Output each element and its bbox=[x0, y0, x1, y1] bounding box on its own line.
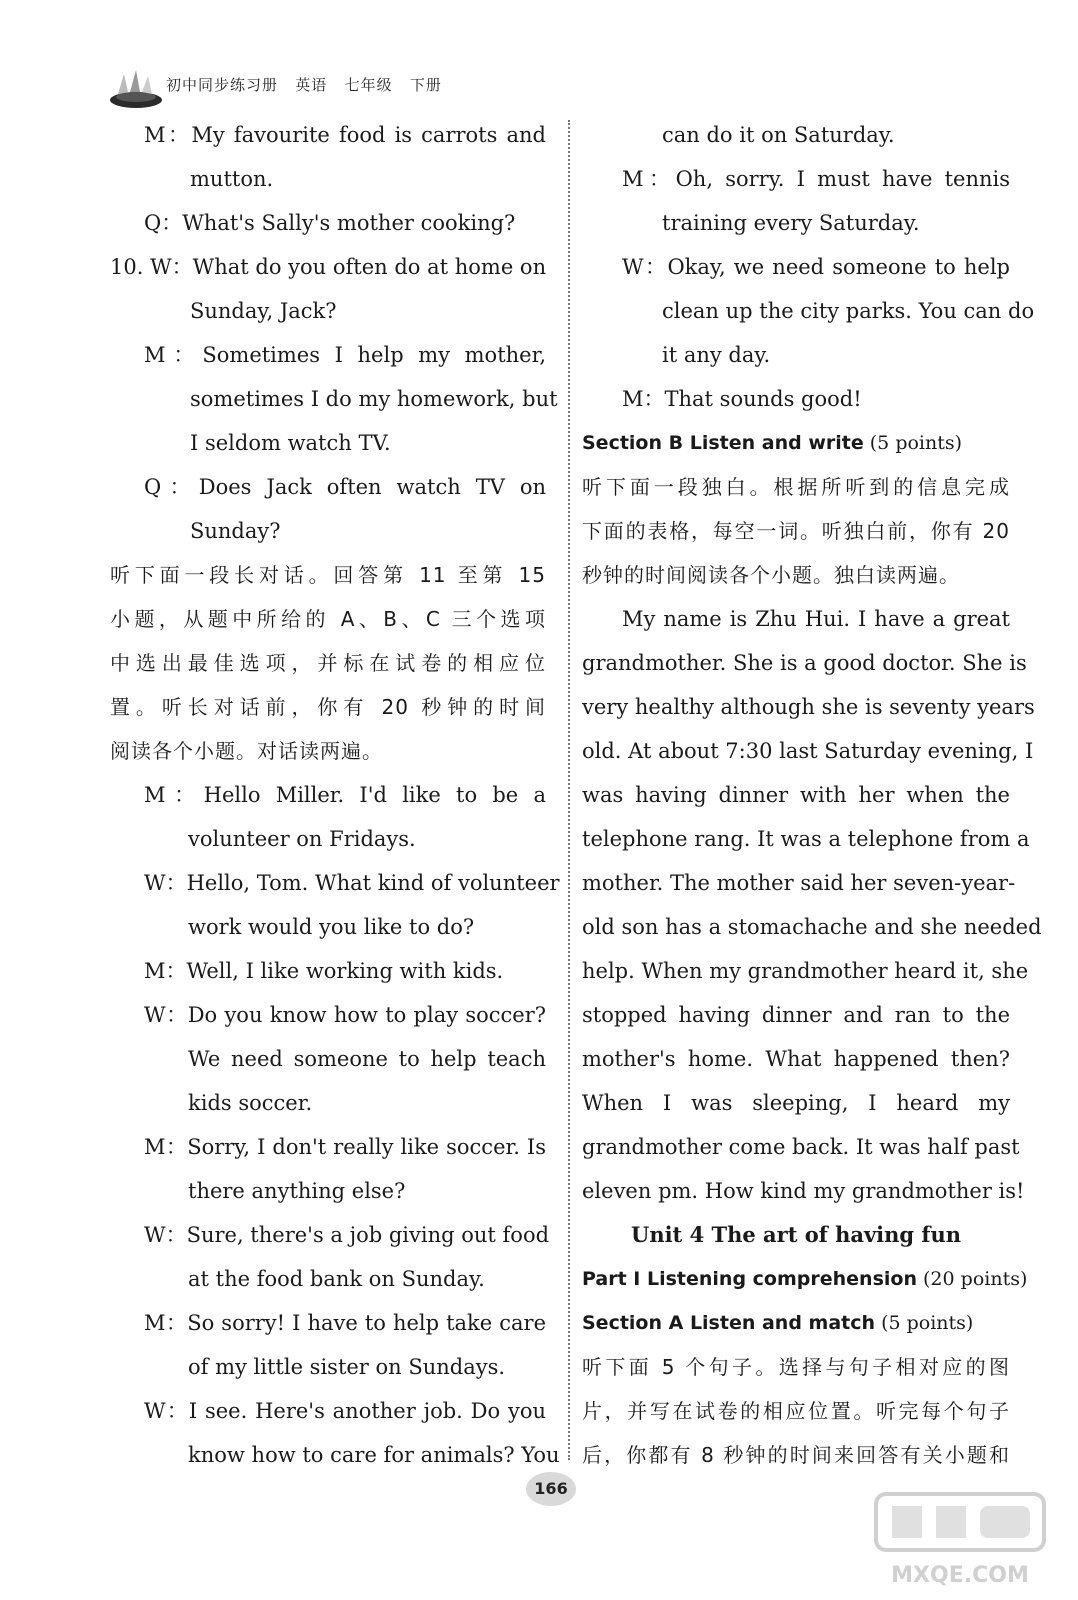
text-line bbox=[110, 377, 558, 421]
text-line bbox=[110, 421, 546, 465]
page-number: 166 bbox=[526, 1472, 576, 1506]
line-text: 片，并写在试卷的相应位置。听完每个句子 bbox=[582, 1399, 1010, 1423]
text-line bbox=[582, 1125, 1020, 1169]
column-divider bbox=[568, 120, 570, 1460]
text-line bbox=[110, 157, 546, 201]
line-text: volunteer on Fridays. bbox=[188, 827, 416, 851]
line-text: grandmother come back. It was half past bbox=[582, 1135, 1020, 1159]
line-text: 听下面一段长对话。回答第 11 至第 15 bbox=[110, 563, 546, 587]
text-line bbox=[110, 553, 546, 597]
points-label: (5 points) bbox=[875, 1312, 974, 1334]
text-line bbox=[110, 1213, 550, 1257]
text-line bbox=[582, 597, 1010, 641]
text-line bbox=[582, 1213, 1010, 1257]
line-text: training every Saturday. bbox=[662, 211, 920, 235]
text-line bbox=[110, 113, 546, 157]
text-line bbox=[110, 1389, 546, 1433]
line-text: eleven pm. How kind my grandmother is! bbox=[582, 1179, 1025, 1203]
text-line bbox=[110, 201, 546, 245]
line-text: M：So sorry! I have to help take care bbox=[144, 1311, 546, 1335]
line-text: old son has a stomachache and she needed bbox=[582, 915, 1042, 939]
text-line bbox=[110, 597, 546, 641]
line-text: kids soccer. bbox=[188, 1091, 313, 1115]
text-line bbox=[582, 905, 1042, 949]
text-line bbox=[110, 905, 546, 949]
line-text: grandmother. She is a good doctor. She is bbox=[582, 651, 1027, 675]
text-line bbox=[582, 201, 1010, 245]
text-line bbox=[110, 245, 546, 289]
line-text: 听下面一段独白。根据所听到的信息完成 bbox=[582, 475, 1010, 499]
watermark-logo bbox=[870, 1488, 1050, 1592]
line-text: M：Sometimes I help my mother, bbox=[144, 343, 546, 367]
text-line bbox=[582, 1345, 1010, 1389]
text-line bbox=[110, 949, 546, 993]
text-line bbox=[110, 1081, 546, 1125]
text-line bbox=[582, 333, 1010, 377]
line-text: telephone rang. It was a telephone from a bbox=[582, 827, 1030, 851]
line-text: M：Sorry, I don't really like soccer. Is bbox=[144, 1135, 546, 1159]
line-text: W：Okay, we need someone to help bbox=[622, 255, 1010, 279]
line-text: know how to care for animals? You bbox=[188, 1443, 560, 1467]
text-line bbox=[582, 509, 1010, 553]
text-line bbox=[110, 641, 546, 685]
line-text: W：Sure, there's a job giving out food bbox=[144, 1223, 550, 1247]
line-text: Sunday, Jack? bbox=[190, 299, 337, 323]
text-line bbox=[582, 245, 1010, 289]
line-text: We need someone to help teach bbox=[188, 1047, 546, 1071]
line-text: Sunday? bbox=[190, 519, 281, 543]
line-text: Section B Listen and write bbox=[582, 432, 864, 454]
line-text: there anything else? bbox=[188, 1179, 406, 1203]
line-text: mother. The mother said her seven-year- bbox=[582, 871, 1016, 895]
text-line bbox=[110, 465, 546, 509]
text-line bbox=[582, 773, 1010, 817]
text-line bbox=[110, 333, 546, 377]
line-text: 后，你都有 8 秒钟的时间来回答有关小题和 bbox=[582, 1443, 1010, 1467]
line-text: very healthy although she is seventy years bbox=[582, 695, 1035, 719]
line-text: it any day. bbox=[662, 343, 771, 367]
line-text: 阅读各个小题。对话读两遍。 bbox=[110, 739, 383, 763]
text-line bbox=[110, 509, 546, 553]
text-line bbox=[110, 1301, 546, 1345]
text-line bbox=[582, 553, 1010, 597]
line-text: W：Hello, Tom. What kind of volunteer bbox=[144, 871, 560, 895]
text-line bbox=[582, 993, 1010, 1037]
text-line bbox=[582, 157, 1010, 201]
line-text: W：Do you know how to play soccer? bbox=[144, 1003, 546, 1027]
line-text: 10. W：What do you often do at home on bbox=[110, 255, 547, 279]
text-line bbox=[110, 1257, 546, 1301]
text-line bbox=[110, 1037, 546, 1081]
line-text: 秒钟的时间阅读各个小题。独白读两遍。 bbox=[582, 563, 960, 587]
book-logo-icon bbox=[108, 66, 164, 110]
text-line bbox=[110, 993, 546, 1037]
line-text: Part Ⅰ Listening comprehension bbox=[582, 1268, 917, 1290]
line-text: My name is Zhu Hui. I have a great bbox=[622, 607, 1010, 631]
line-text: 小题，从题中所给的 A、B、C 三个选项 bbox=[110, 607, 546, 631]
text-line bbox=[582, 1257, 1028, 1301]
line-text: Unit 4 The art of having fun bbox=[631, 1222, 961, 1247]
line-text: 下面的表格，每空一词。听独白前，你有 20 bbox=[582, 519, 1010, 543]
line-text: I seldom watch TV. bbox=[190, 431, 391, 455]
line-text: 中选出最佳选项，并标在试卷的相应位 bbox=[110, 651, 546, 675]
line-text: at the food bank on Sunday. bbox=[188, 1267, 485, 1291]
text-line bbox=[582, 1301, 1010, 1345]
text-line bbox=[110, 289, 546, 333]
text-line bbox=[110, 817, 546, 861]
text-line bbox=[582, 377, 1010, 421]
text-line bbox=[582, 729, 1034, 773]
text-line bbox=[582, 685, 1035, 729]
text-line bbox=[110, 1125, 546, 1169]
text-line bbox=[110, 861, 560, 905]
text-line bbox=[110, 685, 546, 729]
book-title: 初中同步练习册 英语 七年级 下册 bbox=[166, 76, 442, 94]
left-column bbox=[110, 113, 560, 1477]
points-label: (20 points) bbox=[916, 1268, 1028, 1290]
text-line bbox=[582, 1081, 1010, 1125]
line-text: old. At about 7:30 last Saturday evening, I bbox=[582, 739, 1034, 763]
text-line bbox=[110, 1169, 546, 1213]
right-column bbox=[582, 113, 1042, 1477]
text-line bbox=[582, 641, 1027, 685]
page-header bbox=[108, 66, 508, 110]
text-line bbox=[110, 1345, 546, 1389]
text-line bbox=[110, 729, 546, 773]
line-text: mother's home. What happened then? bbox=[582, 1047, 1010, 1071]
watermark-text: MXQE.COM bbox=[891, 1563, 1029, 1588]
line-text: 置。听长对话前，你有 20 秒钟的时间 bbox=[110, 695, 546, 719]
line-text: M：Well, I like working with kids. bbox=[144, 959, 504, 983]
line-text: 听下面 5 个句子。选择与句子相对应的图 bbox=[582, 1355, 1010, 1379]
points-label: (5 points) bbox=[863, 432, 963, 454]
line-text: was having dinner with her when the bbox=[582, 783, 1010, 807]
text-line bbox=[110, 1433, 560, 1477]
text-line bbox=[582, 1169, 1025, 1213]
text-line bbox=[582, 421, 1010, 465]
line-text: Section A Listen and match bbox=[582, 1312, 876, 1334]
line-text: clean up the city parks. You can do bbox=[662, 299, 1035, 323]
text-line bbox=[582, 817, 1030, 861]
text-line bbox=[582, 1389, 1010, 1433]
text-line bbox=[582, 861, 1016, 905]
line-text: stopped having dinner and ran to the bbox=[582, 1003, 1010, 1027]
text-line bbox=[582, 465, 1010, 509]
text-line bbox=[582, 113, 1010, 157]
line-text: sometimes I do my homework, but bbox=[190, 387, 558, 411]
text-line bbox=[582, 949, 1029, 993]
line-text: M：That sounds good! bbox=[622, 387, 862, 411]
line-text: can do it on Saturday. bbox=[662, 123, 895, 147]
line-text: Q：What's Sally's mother cooking? bbox=[144, 211, 516, 235]
text-line bbox=[582, 289, 1035, 333]
line-text: W：I see. Here's another job. Do you bbox=[144, 1399, 546, 1423]
text-line bbox=[582, 1433, 1010, 1477]
line-text: M：My favourite food is carrots and bbox=[144, 123, 546, 147]
line-text: work would you like to do? bbox=[188, 915, 475, 939]
line-text: M：Hello Miller. I'd like to be a bbox=[144, 783, 546, 807]
text-line bbox=[110, 773, 546, 817]
text-line bbox=[582, 1037, 1010, 1081]
line-text: When I was sleeping, I heard my bbox=[582, 1091, 1010, 1115]
line-text: M：Oh, sorry. I must have tennis bbox=[622, 167, 1010, 191]
line-text: Q：Does Jack often watch TV on bbox=[144, 475, 546, 499]
line-text: help. When my grandmother heard it, she bbox=[582, 959, 1029, 983]
line-text: mutton. bbox=[190, 167, 274, 191]
line-text: of my little sister on Sundays. bbox=[188, 1355, 506, 1379]
